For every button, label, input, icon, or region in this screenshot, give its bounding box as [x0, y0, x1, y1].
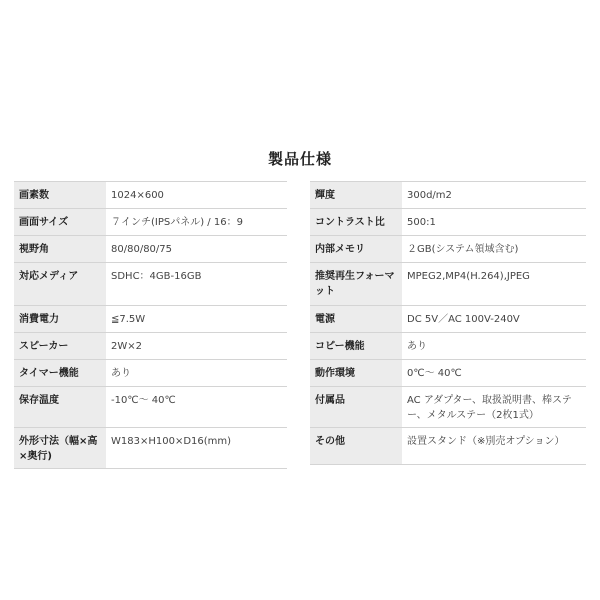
- spec-key: コントラスト比: [310, 209, 402, 236]
- table-row: [14, 306, 287, 333]
- table-row: [310, 209, 586, 236]
- table-row: [14, 360, 287, 387]
- spec-table-right: [310, 181, 586, 465]
- spec-value: W183×H100×D16(mm): [106, 428, 287, 469]
- spec-value: あり: [402, 333, 586, 360]
- spec-key: 消費電力: [14, 306, 106, 333]
- spec-key: 推奨再生フォーマット: [310, 263, 402, 306]
- spec-value: 1024×600: [106, 182, 287, 209]
- table-row: [14, 387, 287, 428]
- spec-key: 動作環境: [310, 360, 402, 387]
- spec-value: SDHC：4GB-16GB: [106, 263, 287, 306]
- spec-value: ≦7.5W: [106, 306, 287, 333]
- table-row: [310, 306, 586, 333]
- spec-key: 付属品: [310, 387, 402, 428]
- table-row: [310, 182, 586, 209]
- spec-key: コピー機能: [310, 333, 402, 360]
- spec-value: 500:1: [402, 209, 586, 236]
- spec-value: MPEG2,MP4(H.264),JPEG: [402, 263, 586, 306]
- spec-value: 2W×2: [106, 333, 287, 360]
- page-title: 製品仕様: [267, 150, 332, 168]
- spec-key: 保存温度: [14, 387, 106, 428]
- table-row: [14, 263, 287, 306]
- spec-value: AC アダプター、取扱説明書、棒ステー、メタルステー（2枚1式）: [402, 387, 586, 428]
- spec-table-left: [14, 181, 287, 469]
- table-row: [310, 333, 586, 360]
- table-row: [14, 182, 287, 209]
- table-row: [310, 360, 586, 387]
- table-row: [310, 428, 586, 465]
- spec-value: あり: [106, 360, 287, 387]
- spec-key: 内部メモリ: [310, 236, 402, 263]
- spec-key: 外形寸法（幅×高×奥行): [14, 428, 106, 469]
- spec-value: ２GB(システム領域含む): [402, 236, 586, 263]
- spec-key: 対応メディア: [14, 263, 106, 306]
- table-row: [310, 236, 586, 263]
- spec-key: 電源: [310, 306, 402, 333]
- spec-value: 設置スタンド（※別売オプション）: [402, 428, 586, 465]
- spec-value: -10℃～ 40℃: [106, 387, 287, 428]
- table-row: [14, 333, 287, 360]
- spec-key: 画素数: [14, 182, 106, 209]
- spec-value: 0℃～ 40℃: [402, 360, 586, 387]
- spec-key: その他: [310, 428, 402, 465]
- spec-key: 視野角: [14, 236, 106, 263]
- spec-value: ７インチ(IPSパネル) / 16：9: [106, 209, 287, 236]
- spec-key: 画面サイズ: [14, 209, 106, 236]
- spec-key: 輝度: [310, 182, 402, 209]
- table-row: [14, 209, 287, 236]
- spec-key: タイマー機能: [14, 360, 106, 387]
- table-row: [310, 387, 586, 428]
- spec-value: 300d/m2: [402, 182, 586, 209]
- table-row: [14, 428, 287, 469]
- spec-key: スピーカー: [14, 333, 106, 360]
- table-row: [310, 263, 586, 306]
- table-row: [14, 236, 287, 263]
- spec-value: DC 5V／AC 100V-240V: [402, 306, 586, 333]
- spec-value: 80/80/80/75: [106, 236, 287, 263]
